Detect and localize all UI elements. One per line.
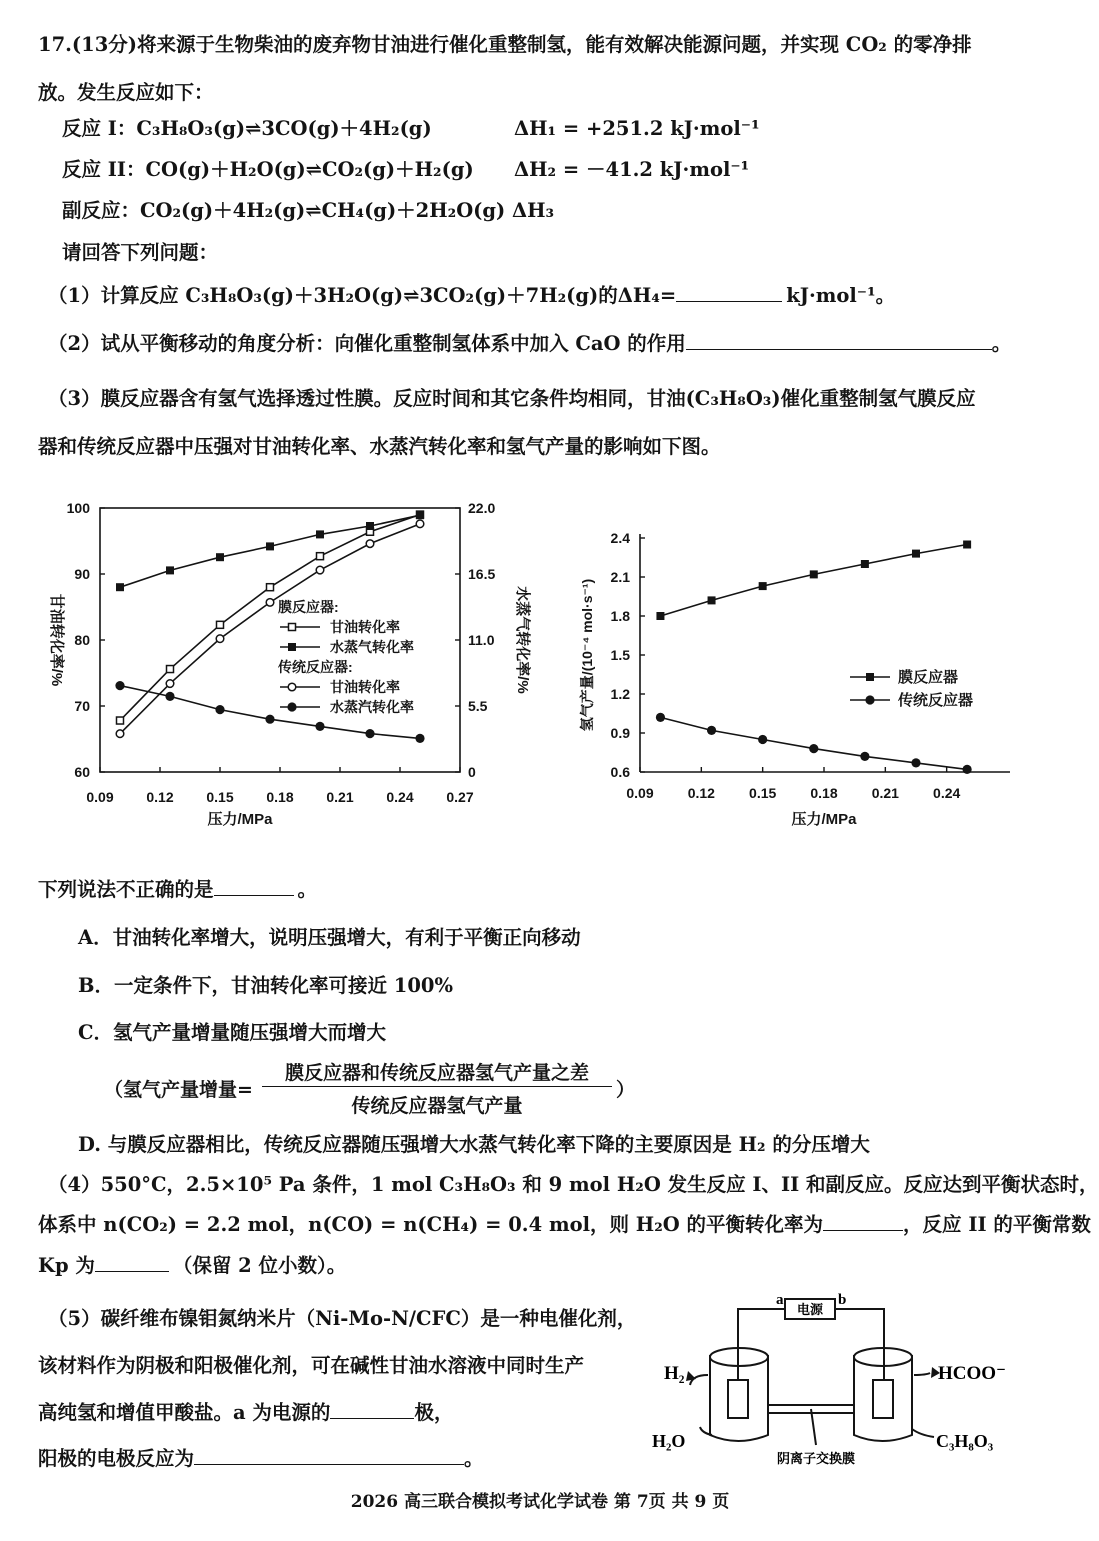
data-point (860, 752, 869, 761)
y-tick-label: 60 (74, 764, 90, 780)
x-tick-label: 0.18 (810, 785, 838, 801)
data-point (415, 734, 424, 743)
data-point (963, 765, 972, 774)
x-tick-label: 0.24 (386, 789, 414, 805)
data-point (366, 540, 374, 548)
q2-end: 。 (991, 332, 1012, 355)
legend-group-traditional: 传统反应器: (278, 659, 353, 675)
legend-marker (287, 702, 296, 711)
fraction-bar (262, 1086, 612, 1087)
x-tick-label: 0.18 (266, 789, 294, 805)
data-point (216, 553, 224, 561)
q3-stem (38, 877, 317, 903)
hydrogen-yield-chart (570, 520, 1040, 840)
data-point (758, 735, 767, 744)
q1-unit: kJ·mol⁻¹。 (786, 284, 896, 307)
q2-text (48, 331, 1011, 357)
q5-line3 (38, 1400, 453, 1426)
legend-marker (865, 695, 874, 704)
question-intro-line2: 放。发生反应如下： (38, 81, 214, 104)
data-point (317, 553, 324, 560)
y-tick-label: 2.1 (610, 569, 630, 585)
terminal-b-label: b (838, 1292, 847, 1308)
data-point (265, 715, 274, 724)
reaction-1-enthalpy: ΔH₁ = +251.2 kJ·mol⁻¹ (514, 117, 760, 140)
data-point (166, 566, 174, 574)
data-point (416, 511, 424, 519)
y2-axis-label: 水蒸气转化率/% (514, 586, 531, 694)
data-point (217, 621, 224, 628)
page-footer: 2026 高三联合模拟考试化学试卷 第 7页 共 9 页 (350, 1492, 730, 1512)
data-point (216, 635, 224, 643)
q1-stem: （1）计算反应 C₃H₈O₃(g)＋3H₂O(g)⇌3CO₂(g)＋7H₂(g)的ΔH₄= (48, 284, 677, 307)
y2-tick-label: 16.5 (468, 566, 496, 582)
y-tick-label: 80 (74, 632, 90, 648)
data-point (115, 681, 124, 690)
data-point (366, 522, 374, 530)
data-point (316, 566, 324, 574)
data-point (165, 692, 174, 701)
question-intro-line1: 17.(13分)将来源于生物柴油的废弃物甘油进行催化重整制氢，能有效解决能源问题，并实现 CO₂ 的零净排 (38, 33, 972, 56)
data-point (365, 729, 374, 738)
data-point (759, 582, 767, 590)
reaction-1: 反应 I：C₃H₈O₃(g)⇌3CO(g)＋4H₂(g) (62, 117, 432, 140)
q3-line2: 器和传统反应器中压强对甘油转化率、水蒸汽转化率和氢气产量的影响如下图。 (38, 435, 721, 458)
y2-tick-label: 0 (468, 764, 476, 780)
legend-marker (289, 624, 296, 631)
y-tick-label: 0.6 (610, 764, 630, 780)
y-axis-label: 氢气产量/(10⁻⁴ mol·s⁻¹) (579, 578, 595, 732)
formate-label: HCOO⁻ (938, 1363, 1007, 1384)
legend-entry: 传统反应器 (898, 692, 974, 709)
reaction-2-enthalpy: ΔH₂ = －41.2 kJ·mol⁻¹ (514, 158, 750, 181)
q4-line3-text: Kp 为 (38, 1254, 95, 1277)
option-c: C．氢气产量增量随压强增大而增大 (78, 1021, 387, 1044)
conversion-chart (30, 480, 531, 840)
data-point (708, 596, 716, 604)
y-tick-label: 1.8 (610, 608, 630, 624)
x-tick-label: 0.24 (933, 785, 961, 801)
data-point (316, 530, 324, 538)
legend-group-membrane: 膜反应器: (278, 599, 339, 615)
data-point (416, 520, 424, 528)
q4-line3 (38, 1253, 346, 1279)
legend-entry: 水蒸气转化率 (330, 639, 414, 655)
y-tick-label: 2.4 (610, 530, 630, 546)
data-point (267, 584, 274, 591)
x-tick-label: 0.21 (326, 789, 354, 805)
right-electrode (873, 1380, 893, 1418)
option-c-frac-left: （氢气产量增量= (104, 1079, 253, 1101)
option-c-frac-denominator: 传统反应器氢气产量 (351, 1095, 523, 1117)
power-label: 电源 (796, 1302, 824, 1317)
legend-marker (288, 643, 296, 651)
option-a: A．甘油转化率增大，说明压强增大，有利于平衡正向移动 (78, 926, 581, 949)
q2-stem: （2）试从平衡移动的角度分析：向催化重整制氢体系中加入 CaO 的作用 (48, 332, 686, 355)
option-c-frac-numerator: 膜反应器和传统反应器氢气产量之差 (284, 1062, 589, 1084)
data-point (266, 542, 274, 550)
data-point (167, 666, 174, 673)
x-tick-label: 0.21 (871, 785, 899, 801)
terminal-a-label: a (776, 1292, 784, 1308)
x-tick-label: 0.27 (446, 789, 474, 805)
glycerol-label: C₃H₈O₃ (936, 1431, 994, 1451)
data-point (810, 570, 818, 578)
data-point (315, 722, 324, 731)
y-axis-label: 甘油转化率/% (48, 593, 65, 687)
data-point (707, 726, 716, 735)
q5-line2: 该材料作为阴极和阳极催化剂，可在碱性甘油水溶液中同时生产 (38, 1354, 585, 1377)
legend-marker (866, 673, 874, 681)
data-point (117, 717, 124, 724)
h2o-label: H₂O (652, 1431, 686, 1451)
legend-entry: 水蒸汽转化率 (330, 699, 414, 715)
x-tick-label: 0.15 (206, 789, 234, 805)
x-tick-label: 0.15 (749, 785, 777, 801)
y-tick-label: 1.5 (610, 647, 630, 663)
y2-tick-label: 22.0 (468, 500, 496, 516)
data-point (166, 680, 174, 688)
data-point (116, 583, 124, 591)
q4-kp-blank[interactable] (95, 1253, 169, 1272)
q4-line2 (38, 1212, 1091, 1238)
right-wire (835, 1309, 884, 1380)
q3-answer-blank[interactable] (214, 877, 294, 896)
data-point (911, 758, 920, 767)
side-reaction: 副反应：CO₂(g)＋4H₂(g)⇌CH₄(g)＋2H₂O(g) (62, 199, 506, 222)
q5-line1: （5）碳纤维布镍钼氮纳米片（Ni-Mo-N/CFC）是一种电催化剂， (48, 1307, 637, 1330)
reaction-2: 反应 II：CO(g)＋H₂O(g)⇌CO₂(g)＋H₂(g) (62, 158, 474, 181)
h2-label: H₂ (664, 1363, 685, 1384)
x-tick-label: 0.12 (687, 785, 715, 801)
y-tick-label: 1.2 (610, 686, 630, 702)
x-tick-label: 0.12 (146, 789, 174, 805)
left-wire (738, 1309, 785, 1380)
data-point (656, 713, 665, 722)
q1-text (48, 283, 895, 309)
q3-stem-end: 。 (297, 878, 318, 901)
option-b: B．一定条件下，甘油转化率可接近 100% (78, 974, 454, 997)
option-d: D. 与膜反应器相比，传统反应器随压强增大水蒸气转化率下降的主要原因是 H₂ 的分压增大 (78, 1133, 870, 1156)
x-tick-label: 0.09 (626, 785, 654, 801)
q3-line1: （3）膜反应器含有氢气选择透过性膜。反应时间和其它条件均相同，甘油(C₃H₈O₃)催化重整制氢气膜反应 (48, 387, 976, 410)
q5-electrode-blank[interactable] (330, 1400, 414, 1419)
legend-entry: 甘油转化率 (330, 679, 400, 695)
q1-answer-blank[interactable] (676, 283, 782, 302)
data-point (809, 744, 818, 753)
q4-line3-tail: （保留 2 位小数）。 (172, 1254, 347, 1277)
left-electrode (728, 1380, 748, 1418)
data-point (912, 550, 920, 558)
y-tick-label: 100 (66, 500, 90, 516)
legend-marker (288, 683, 296, 691)
data-point (963, 541, 971, 549)
x-axis-label: 压力/MPa (207, 811, 273, 828)
q5-line4 (38, 1446, 484, 1472)
option-c-frac-right: ） (616, 1079, 636, 1101)
data-point (861, 560, 869, 568)
data-point (215, 705, 224, 714)
y-tick-label: 70 (74, 698, 90, 714)
q5-line3-text: 高纯氢和增值甲酸盐。a 为电源的 (38, 1401, 331, 1424)
series-line-1 (660, 545, 967, 617)
q2-answer-blank[interactable] (686, 331, 992, 350)
x-tick-label: 0.09 (86, 789, 114, 805)
series-line-2 (660, 717, 967, 769)
q3-stem-text: 下列说法不正确的是 (38, 878, 214, 901)
q5-line4-text: 阳极的电极反应为 (38, 1447, 195, 1470)
q4-conversion-blank[interactable] (823, 1212, 903, 1231)
legend-entry: 甘油转化率 (330, 619, 400, 635)
q5-line4-end: 。 (464, 1447, 484, 1470)
y2-tick-label: 11.0 (468, 632, 495, 648)
q4-line2-tail: ，反应 II 的平衡常数 (903, 1213, 1091, 1236)
legend-entry: 膜反应器 (898, 669, 959, 686)
data-point (266, 599, 274, 607)
series-line-2 (120, 515, 420, 587)
q5-line3-tail: 极， (414, 1401, 454, 1424)
electrolysis-cell-diagram (640, 1285, 1040, 1485)
x-axis-label: 压力/MPa (791, 811, 857, 828)
y2-tick-label: 5.5 (468, 698, 488, 714)
side-reaction-enthalpy: ΔH₃ (512, 199, 555, 222)
membrane-label: 阴离子交换膜 (776, 1451, 856, 1466)
q4-line1: （4）550°C，2.5×10⁵ Pa 条件，1 mol C₃H₈O₃ 和 9 mol H₂O 发生反应 I、II 和副反应。反应达到平衡状态时， (48, 1173, 1099, 1196)
q4-line2-text: 体系中 n(CO₂) = 2.2 mol，n(CO) = n(CH₄) = 0.4 mol，则 H₂O 的平衡转化率为 (38, 1213, 824, 1236)
prompt-text: 请回答下列问题： (62, 241, 219, 264)
data-point (656, 612, 664, 620)
data-point (116, 730, 124, 738)
q5-reaction-blank[interactable] (194, 1446, 464, 1465)
y-tick-label: 90 (74, 566, 90, 582)
y-tick-label: 0.9 (610, 725, 630, 741)
